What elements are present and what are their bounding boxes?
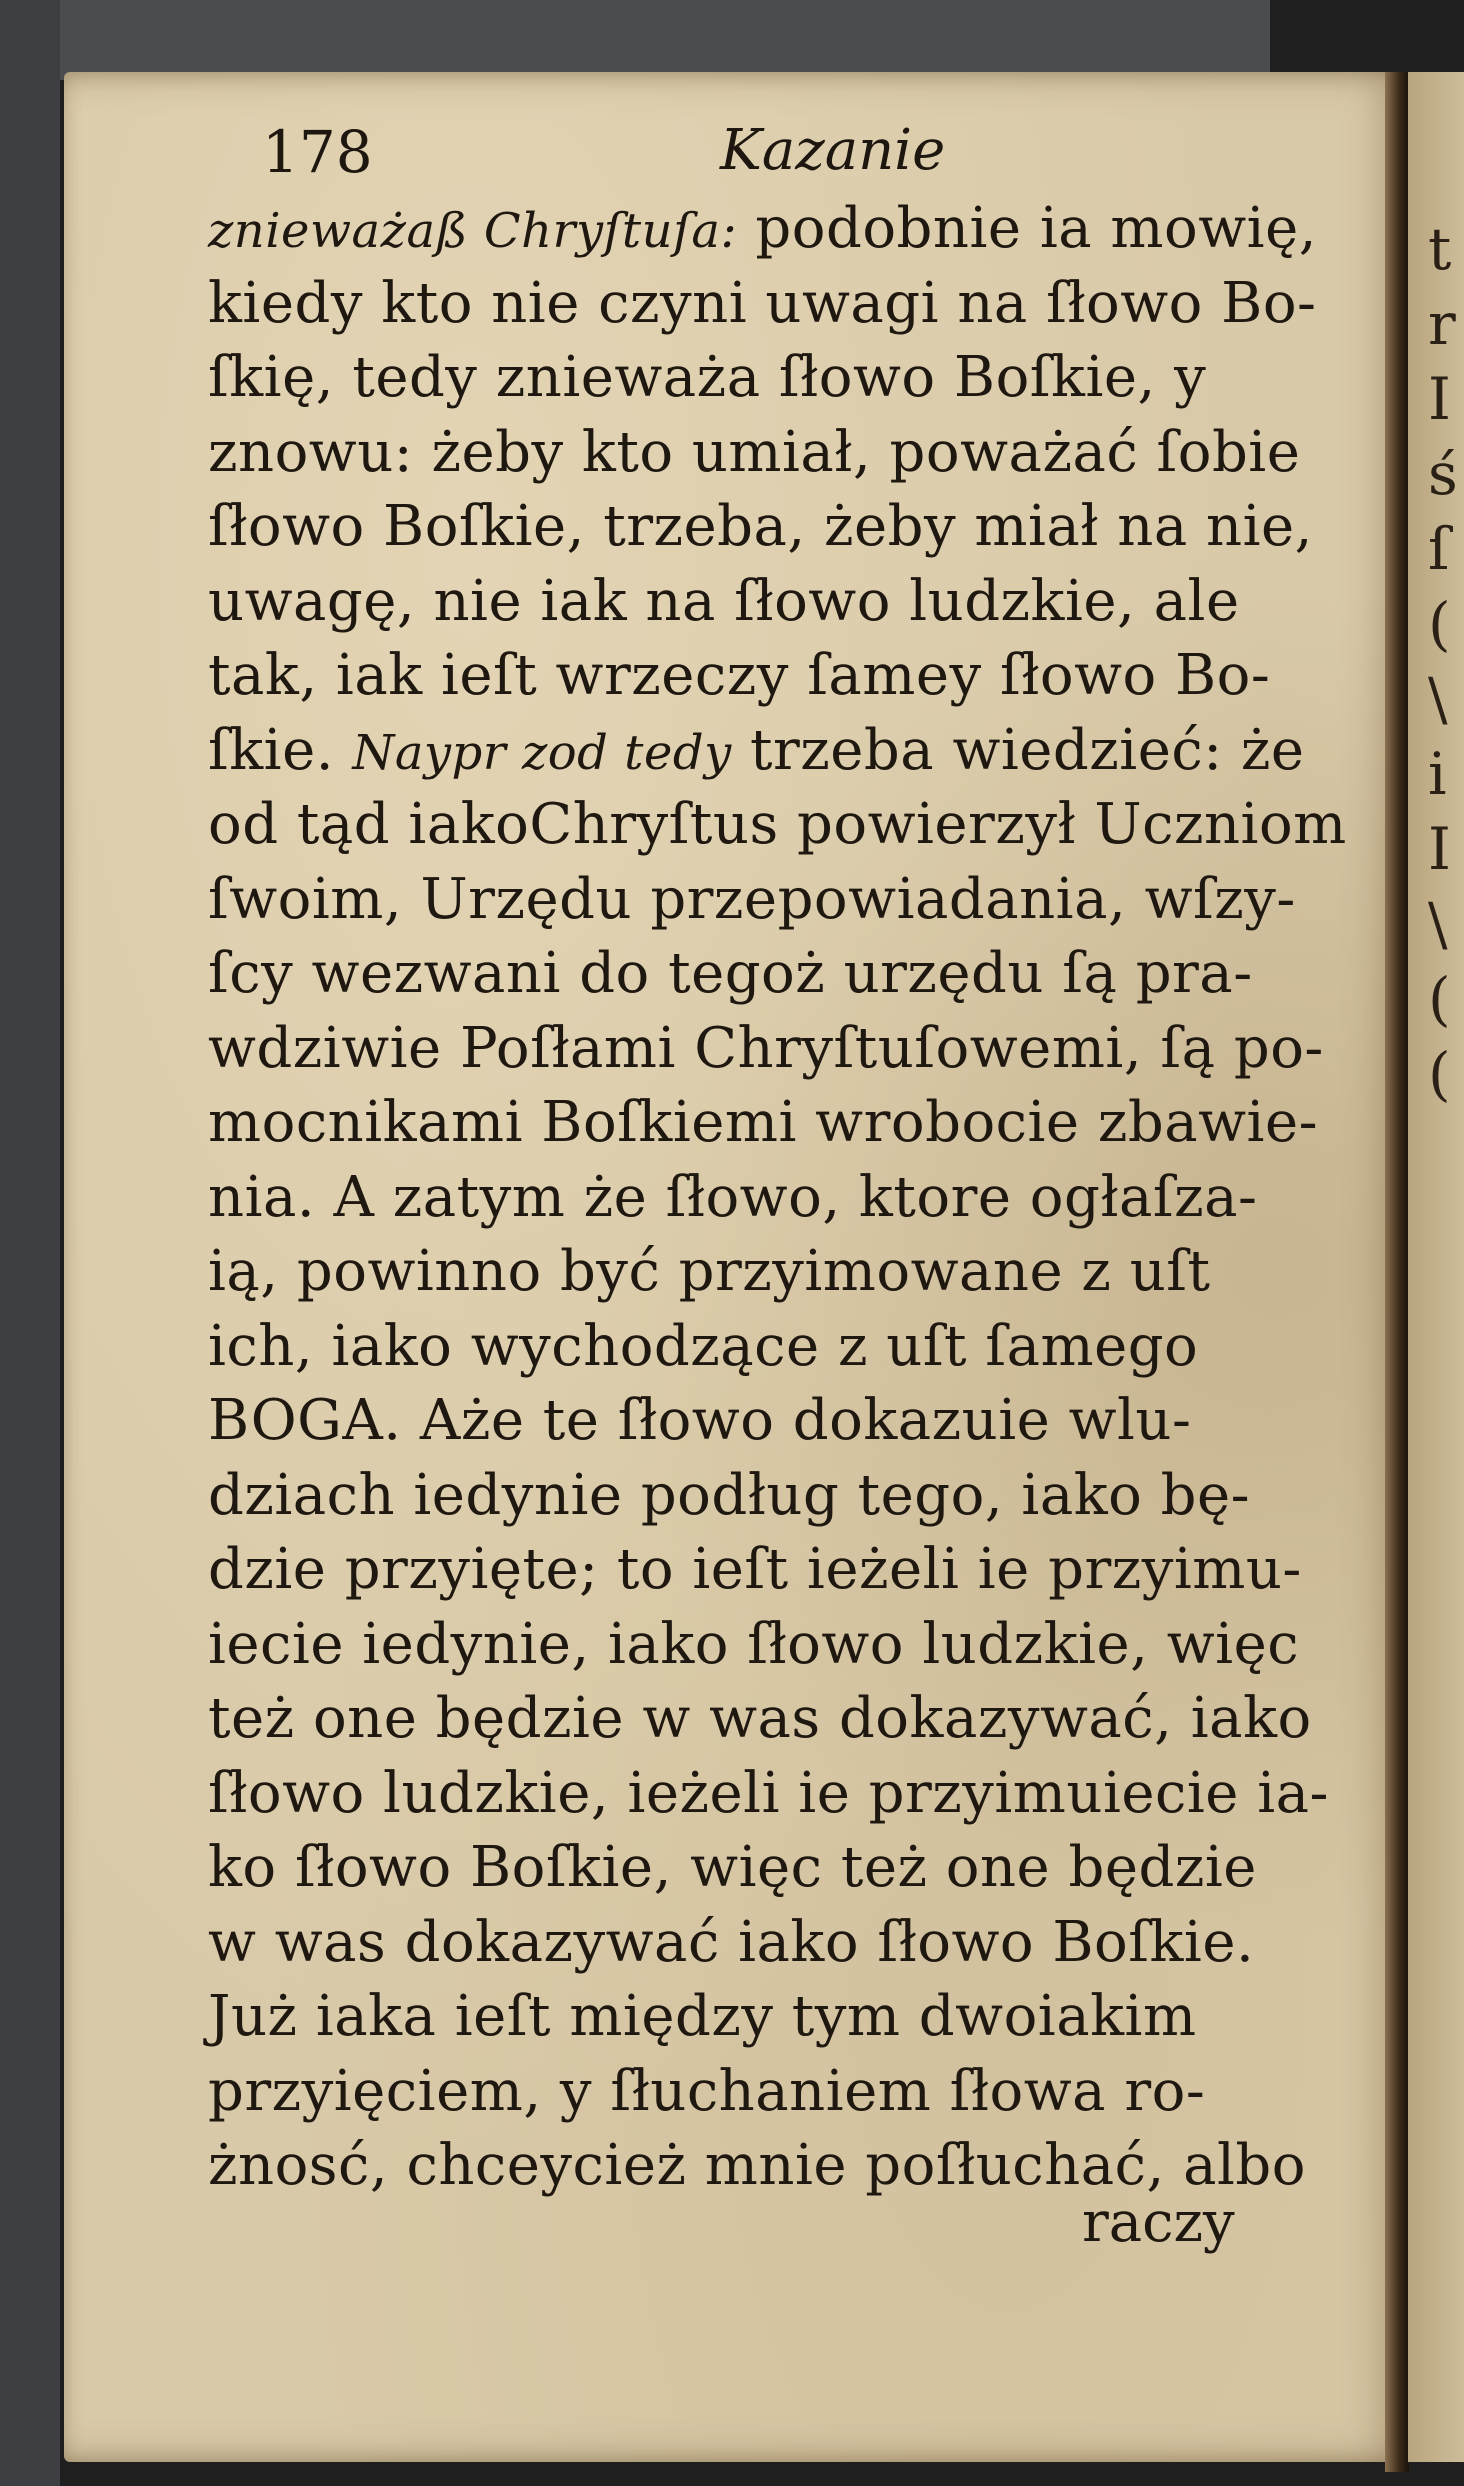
book-gutter xyxy=(1385,72,1409,2472)
text-line xyxy=(208,1761,1358,1841)
italic-text: Naypr zod tedy xyxy=(352,724,732,781)
line-text: ſkię, tedy znieważa ſłowo Boſkie, y xyxy=(208,345,1207,410)
line-text: trzeba wiedzieć: że xyxy=(731,717,1305,783)
line-text: ko ſłowo Boſkie, więc też one będzie xyxy=(208,1835,1257,1900)
running-head xyxy=(0,118,1464,198)
line-text: w was dokazywać iako ſłowo Boſkie. xyxy=(208,1909,1255,1975)
line-text: nia. A zatym że ſłowo, ktore ogłaſza- xyxy=(208,1164,1258,1230)
scanner-backdrop xyxy=(0,0,1270,80)
text-line xyxy=(208,1388,1358,1468)
text-line xyxy=(208,2059,1358,2139)
text-line xyxy=(208,1910,1358,1990)
text-line xyxy=(208,271,1358,351)
facing-page-char: \ xyxy=(1428,665,1448,733)
line-text: też one będzie w was dokazywać, iako xyxy=(208,1686,1312,1751)
catchword: raczy xyxy=(1082,2190,1235,2255)
italic-text: znieważaß Chryſtuſa: xyxy=(208,203,738,259)
line-text: ſkie. xyxy=(208,717,353,783)
text-line xyxy=(208,1090,1358,1170)
text-line xyxy=(208,1239,1358,1319)
facing-page-char: i xyxy=(1428,740,1447,808)
scanner-backdrop-left xyxy=(0,0,60,2486)
line-text: wdziwie Poſłami Chryſtuſowemi, ſą po- xyxy=(208,1015,1324,1081)
text-line xyxy=(208,792,1358,872)
text-line xyxy=(208,1016,1358,1096)
line-text: BOGA. Aże te ſłowo dokazuie wlu- xyxy=(208,1388,1192,1453)
text-line xyxy=(208,1686,1358,1766)
text-line xyxy=(208,494,1358,574)
line-text: ſwoim, Urzędu przepowiadania, wſzy- xyxy=(208,866,1296,932)
line-text: mocnikami Boſkiemi wrobocie zbawie- xyxy=(208,1090,1319,1155)
text-line xyxy=(208,718,1358,798)
line-text: ią, powinno być przyimowane z uſt xyxy=(208,1239,1211,1304)
text-line xyxy=(208,1165,1358,1245)
facing-page-char: I xyxy=(1428,365,1451,433)
header-title: Kazanie xyxy=(720,118,946,183)
text-line xyxy=(208,1984,1358,2064)
facing-page-char: ſ xyxy=(1428,515,1450,583)
facing-page-char: ( xyxy=(1428,590,1451,658)
line-text: kiedy kto nie czyni uwagi na ſłowo Bo- xyxy=(208,270,1317,336)
line-text: od tąd iakoChryſtus powierzył Uczniom xyxy=(208,792,1347,857)
text-line xyxy=(208,569,1358,649)
text-line xyxy=(208,420,1358,500)
line-text: iecie iedynie, iako ſłowo ludzkie, więc xyxy=(208,1611,1300,1677)
facing-page-char: ( xyxy=(1428,965,1451,1033)
text-line xyxy=(208,643,1358,723)
text-line xyxy=(208,941,1358,1021)
facing-page-char: t xyxy=(1428,215,1452,283)
line-text: znowu: żeby kto umiał, poważać ſobie xyxy=(208,419,1301,485)
text-line xyxy=(208,1612,1358,1692)
facing-page-char: r xyxy=(1428,290,1456,358)
text-line xyxy=(208,345,1358,425)
text-line xyxy=(208,1463,1358,1543)
line-text: tak, iak ieſt wrzeczy ſamey ſłowo Bo- xyxy=(208,643,1271,708)
text-line xyxy=(208,1537,1358,1617)
text-line xyxy=(208,1314,1358,1394)
facing-page-char: ( xyxy=(1428,1040,1451,1108)
line-text: podobnie ia mowię, xyxy=(737,196,1318,261)
text-line xyxy=(208,196,1358,276)
line-text: przyięciem, y ſłuchaniem ſłowa ro- xyxy=(208,2058,1206,2124)
line-text: ſłowo ludzkie, ieżeli ie przyimuiecie ia- xyxy=(208,1760,1329,1826)
line-text: dziach iedynie podług tego, iako bę- xyxy=(208,1462,1251,1528)
line-text: dzie przyięte; to ieſt ieżeli ie przyimu- xyxy=(208,1537,1302,1602)
facing-page-char: I xyxy=(1428,815,1451,883)
facing-page-char: \ xyxy=(1428,890,1448,958)
line-text: żnosć, chceycież mnie poſłuchać, albo xyxy=(208,2133,1306,2198)
page-number: 178 xyxy=(262,118,373,186)
line-text: ſłowo Boſkie, trzeba, żeby miał na nie, xyxy=(208,494,1313,559)
facing-page-char: ś xyxy=(1428,440,1458,508)
line-text: ich, iako wychodzące z uſt ſamego xyxy=(208,1313,1199,1379)
text-line xyxy=(208,867,1358,947)
line-text: Już iaka ieſt między tym dwoiakim xyxy=(208,1984,1197,2049)
line-text: ſcy wezwani do tegoż urzędu ſą pra- xyxy=(208,941,1253,1006)
line-text: uwagę, nie iak na ſłowo ludzkie, ale xyxy=(208,568,1240,634)
text-line xyxy=(208,1835,1358,1915)
